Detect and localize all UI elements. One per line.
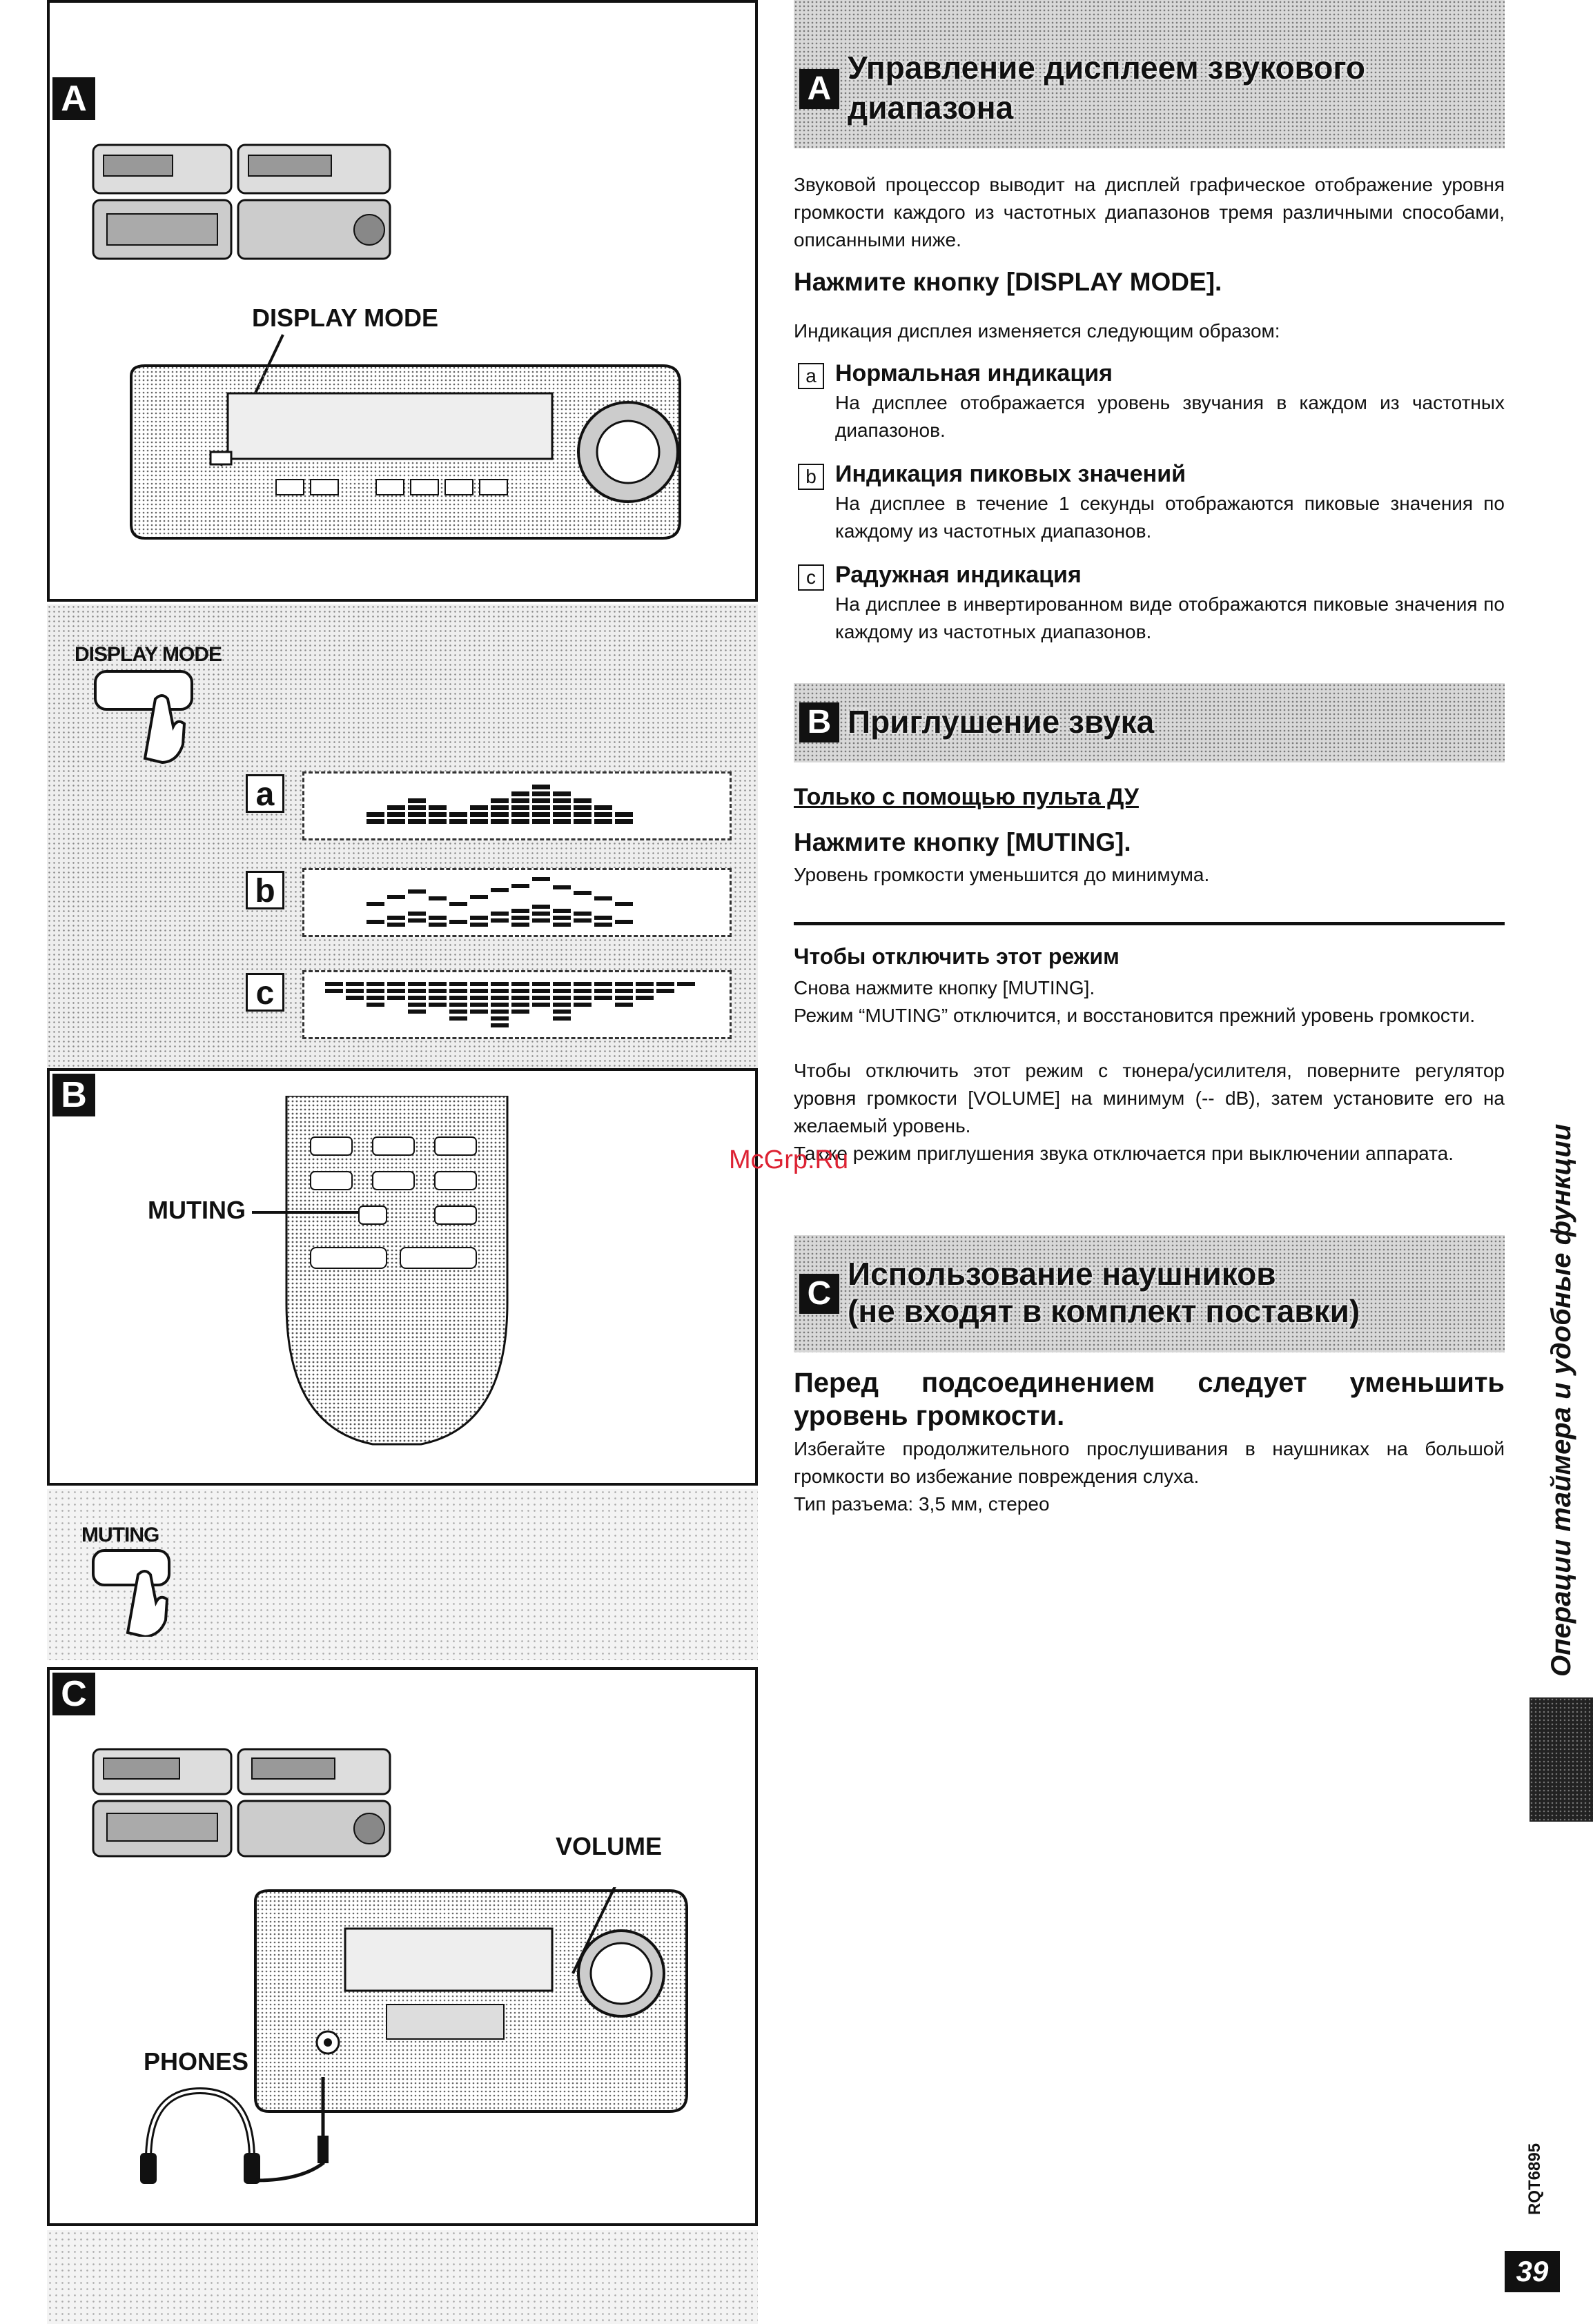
page-number: 39 (1505, 2251, 1560, 2292)
section-a-changes: Индикация дисплея изменяется следующим образом: (794, 320, 1280, 342)
display-pattern-c (302, 970, 732, 1039)
phones-callout: PHONES (144, 2047, 249, 2076)
mode-b-text: На дисплее в течение 1 секунды отображаются пиковые значения по каждому из частотных диапазонов. (835, 493, 1505, 542)
section-a-intro: Звуковой процессор выводит на дисплей графическое отображение уровня громкости каждого из частотных диапазонов тремя различными способами, описанными ниже. (794, 174, 1505, 250)
section-b-letter: B (799, 702, 839, 742)
mode-a-mark: a (798, 363, 824, 389)
headphones-illustration (135, 2077, 342, 2194)
section-b-title: Приглушение звука (848, 704, 1155, 740)
muting-button-label: MUTING (81, 1524, 159, 1546)
section-a-title-line1: Управление дисплеем звукового (848, 50, 1365, 86)
mode-c-text: На дисплее в инвертированном виде отображаются пиковые значения по каждому из частотных диапазонов. (835, 593, 1505, 642)
display-label-a: a (246, 774, 284, 813)
stereo-system-illustration-c (90, 1746, 400, 1860)
display-mode-press-icon (90, 668, 207, 765)
section-c-warning: Перед подсоединением следует уменьшить уровень громкости. (794, 1368, 1505, 1431)
watermark: McGrp.Ru (729, 1145, 849, 1174)
section-c-plug: Тип разъема: 3,5 мм, стерео (794, 1493, 1050, 1515)
cancel-line-3: Чтобы отключить этот режим с тюнера/усилителя, поверните регулятор уровня громкости [VOLUME] на минимум (-- dB), затем установите его на желаемый уровень. (794, 1060, 1505, 1136)
cancel-line-2: Режим “MUTING” отключится, и восстановится прежний уровень громкости. (794, 1005, 1476, 1026)
section-c-text: Избегайте продолжительного прослушивания в наушниках на большой громкости во избежание повреждения слуха. (794, 1438, 1505, 1487)
mode-b-title: Индикация пиковых значений (835, 461, 1186, 487)
figure-b-letter: B (52, 1074, 95, 1116)
section-c-letter: C (799, 1274, 839, 1314)
section-c-title-line1: Использование наушников (848, 1256, 1276, 1292)
muting-callout: MUTING (148, 1196, 246, 1224)
section-b-divider (794, 922, 1505, 925)
mode-a-text: На дисплее отображается уровень звучания в каждом из частотных диапазонов. (835, 392, 1505, 441)
receiver-panel-illustration (117, 362, 690, 542)
remote-control-illustration (283, 1096, 511, 1448)
display-pattern-b (302, 868, 732, 937)
display-pattern-a (302, 771, 732, 840)
stereo-system-illustration (90, 141, 400, 262)
spectrum-normal (304, 774, 730, 838)
section-a-title-line2: диапазона (848, 90, 1014, 126)
section-b-press: Нажмите кнопку [MUTING]. (794, 828, 1131, 856)
mode-a-title: Нормальная индикация (835, 360, 1113, 386)
figure-a-letter: A (52, 77, 95, 120)
bottom-dotted-area (47, 2230, 758, 2324)
display-mode-callout: DISPLAY MODE (252, 304, 439, 332)
section-c-title-line2: (не входят в комплект поставки) (848, 1293, 1360, 1329)
muting-callout-line (252, 1209, 362, 1216)
mode-c-title: Радужная индикация (835, 562, 1082, 588)
side-tab-block (1530, 1697, 1593, 1822)
display-label-b: b (246, 871, 284, 909)
muting-press-icon (90, 1547, 193, 1637)
section-a-header (794, 0, 1505, 148)
remote-only-note: Только с помощью пульта ДУ (794, 784, 1139, 810)
section-a-letter: A (799, 69, 839, 109)
volume-callout: VOLUME (556, 1832, 663, 1860)
cancel-title: Чтобы отключить этот режим (794, 944, 1120, 969)
section-b-press-text: Уровень громкости уменьшится до минимума. (794, 864, 1210, 885)
side-tab-text: Операции таймера и удобные функции (1546, 1123, 1576, 1677)
section-a-press: Нажмите кнопку [DISPLAY MODE]. (794, 268, 1222, 296)
mode-b-mark: b (798, 464, 824, 490)
spectrum-rainbow (304, 972, 730, 1037)
figure-c-letter: C (52, 1673, 95, 1715)
display-label-c: c (246, 973, 284, 1012)
display-mode-button-label: DISPLAY MODE (75, 643, 222, 666)
doc-code: RQT6895 (1525, 2143, 1544, 2215)
section-b-header (794, 683, 1505, 762)
section-c-header (794, 1235, 1505, 1352)
cancel-line-1: Снова нажмите кнопку [MUTING]. (794, 977, 1095, 998)
mode-c-mark: c (798, 564, 824, 591)
spectrum-peak (304, 870, 730, 935)
cancel-line-4: Также режим приглушения звука отключается при выключении аппарата. (794, 1143, 1454, 1164)
